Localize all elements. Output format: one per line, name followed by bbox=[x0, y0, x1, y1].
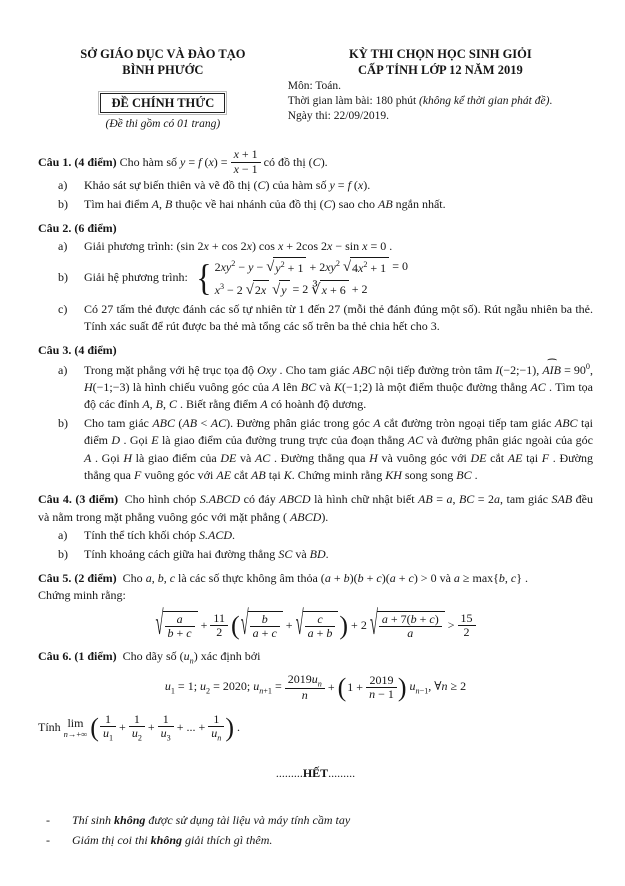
fraction-denominator: a + c bbox=[250, 626, 280, 640]
fraction-numerator: x + 1 bbox=[233, 147, 258, 162]
item-label: a) bbox=[58, 178, 68, 193]
math-fragment: $u_{n-1}$, ∀n ≥ 2 bbox=[409, 679, 467, 696]
question-1-label: Câu 1. (4 điểm) bbox=[38, 154, 117, 169]
item-text: Tính khoảng cách giữa hai đường thẳng SC và BD. bbox=[84, 546, 329, 561]
question-4 bbox=[38, 491, 593, 563]
issuer-block bbox=[38, 46, 288, 132]
paren-content bbox=[347, 674, 397, 702]
issuer-province: BÌNH PHƯỚC bbox=[122, 63, 204, 78]
fraction bbox=[366, 674, 397, 702]
math-fragment: = 0 bbox=[392, 259, 408, 274]
equation-system bbox=[195, 257, 408, 300]
paren-group bbox=[338, 674, 407, 702]
question-5 bbox=[38, 570, 593, 641]
sqrt-radical bbox=[241, 611, 283, 641]
fraction-numerator: $2019u_n$ bbox=[287, 671, 322, 689]
fraction-denominator: $u_n$ bbox=[208, 726, 224, 743]
sqrt-radical bbox=[272, 280, 289, 299]
greater-than-sign: > bbox=[447, 618, 455, 632]
question-6-text: Cho dãy số $(u_n)$ xác định bởi bbox=[122, 648, 261, 666]
question-4-label: Câu 4. (3 điểm) bbox=[38, 492, 119, 507]
fraction-denominator: $u_2$ bbox=[129, 726, 145, 743]
question-2a bbox=[38, 238, 593, 255]
end-marker bbox=[38, 765, 593, 782]
plus-sign: + bbox=[147, 720, 155, 735]
paren-group bbox=[231, 611, 348, 641]
question-6-recurrence-wrap bbox=[38, 673, 593, 703]
question-4-text: Cho hình chóp S.ABCD có đáy ABCD là hình chữ nhật biết AB = a, BC = 2a, tam giác SAB đều và nằm trong mặt phẳng vuông góc với mặt phẳng ( ABCD). bbox=[38, 492, 593, 524]
fraction bbox=[379, 613, 442, 641]
exam-title-line2: CẤP TỈNH LỚP 12 NĂM 2019 bbox=[358, 63, 523, 78]
prove-lead: Chứng minh rằng: bbox=[38, 588, 126, 603]
fraction-denominator: a + b bbox=[305, 626, 336, 640]
document-header bbox=[38, 46, 593, 132]
issuer-name: SỞ GIÁO DỤC VÀ ĐÀO TẠO bbox=[80, 47, 246, 61]
official-exam-box-wrap bbox=[38, 79, 288, 113]
sqrt-radical bbox=[296, 611, 339, 641]
question-2b bbox=[38, 257, 593, 300]
item-text: Trong mặt phẳng với hệ trục tọa độ Oxy . Cho tam giác ABC nội tiếp đường tròn tâm I(−2;−1), ⌢ AIB = $90^0$, H(−1;−3) là hình chiếu vuông góc của A lên BC và K(−1;2) là một điểm thuộc đường thẳng AC . Tìm tọa độ các đỉnh A, B, C . Biết rằng điểm A có hoành độ dương. bbox=[84, 361, 593, 414]
rule-item bbox=[38, 812, 593, 829]
fraction bbox=[458, 612, 476, 640]
question-5-inequality bbox=[155, 611, 475, 641]
plus-coefficient: + 2 bbox=[351, 618, 367, 632]
radicand bbox=[163, 611, 198, 641]
fraction-numerator: √ a bbox=[176, 611, 183, 626]
exam-rules bbox=[38, 812, 593, 849]
fraction-numerator: 2019 bbox=[369, 672, 394, 687]
radicand: √ y bbox=[279, 280, 289, 299]
end-dots-left: ......... bbox=[275, 765, 303, 780]
fraction-denominator: b + c bbox=[165, 626, 195, 640]
question-3 bbox=[38, 342, 593, 484]
question-1-intro bbox=[38, 148, 328, 176]
question-1b bbox=[38, 196, 593, 213]
question-4-intro bbox=[38, 491, 593, 526]
question-1-intro-post: có đồ thị (C). bbox=[263, 154, 328, 169]
rule-dash: - bbox=[46, 813, 50, 828]
question-5-label: Câu 5. (2 điểm) bbox=[38, 570, 117, 585]
math-fragment: + 2 bbox=[351, 282, 368, 297]
question-6-limit bbox=[38, 713, 240, 743]
official-exam-box: ĐỀ CHÍNH THỨC bbox=[100, 93, 225, 113]
lim-word: lim bbox=[67, 716, 84, 731]
rule-text: Giám thị coi thi không giải thích gì thêm. bbox=[72, 832, 273, 847]
fraction-numerator: 1 bbox=[162, 711, 169, 726]
item-label: a) bbox=[58, 528, 68, 543]
exam-title-line1: KỲ THI CHỌN HỌC SINH GIỎI bbox=[348, 47, 532, 61]
paren-content bbox=[241, 611, 339, 641]
fraction-numerator: 1 bbox=[213, 711, 220, 726]
fraction-denominator: x − 1 bbox=[231, 162, 261, 176]
fraction bbox=[285, 673, 325, 703]
plus-sign: + bbox=[285, 618, 293, 632]
fraction bbox=[208, 713, 224, 743]
paren-content bbox=[100, 713, 224, 743]
plus-sign: + bbox=[200, 618, 208, 632]
sqrt-radical bbox=[246, 280, 269, 299]
math-fragment: $u_1 = 1$; $u_2 = 2020$; $u_{n+1}$ = bbox=[164, 679, 282, 696]
item-label: b) bbox=[58, 415, 68, 430]
fraction-denominator: $u_1$ bbox=[100, 726, 116, 743]
limit-lead: Tính bbox=[38, 720, 61, 735]
sqrt-radical bbox=[343, 257, 389, 277]
fraction-numerator: 15 bbox=[460, 610, 473, 625]
fraction-numerator: √ c bbox=[317, 611, 323, 626]
item-label: a) bbox=[58, 239, 68, 254]
question-5-inequality-wrap bbox=[38, 611, 593, 641]
fraction-denominator: 2 bbox=[210, 625, 228, 639]
sqrt-radical bbox=[266, 257, 306, 277]
limit-operator bbox=[64, 717, 88, 739]
question-5-text: Cho a, b, c là các số thực không âm thỏa (a + b)(b + c)(a + c) > 0 và a ≥ max{b, c} . bbox=[122, 570, 529, 585]
end-label: HẾT bbox=[302, 765, 329, 780]
page-count-note: (Đề thi gồm có 01 trang) bbox=[105, 117, 221, 130]
item-text: Khảo sát sự biến thiên và vẽ đồ thị (C) của hàm số y = f (x). bbox=[84, 178, 371, 193]
question-4b bbox=[38, 546, 593, 563]
item-label: b) bbox=[58, 546, 68, 561]
item-text: Giải phương trình: (sin 2x + cos 2x) cos x + 2cos 2x − sin x = 0 . bbox=[84, 239, 393, 254]
system-equation-2 bbox=[215, 280, 368, 299]
fraction-denominator: n bbox=[285, 688, 325, 702]
math-fragment: + $2xy^2$ bbox=[309, 258, 340, 274]
item-text: Có 27 tấm thẻ được đánh các số tự nhiên từ 1 đến 27 (mỗi thẻ đánh đúng một số). Rút ngẫu nhiên ba thẻ. Tính xác suất để rút được ba thẻ mà tổng các số trên ba thẻ chia hết cho 3. bbox=[84, 301, 593, 333]
fraction-numerator: ( 1 bbox=[104, 711, 111, 726]
period: . bbox=[237, 720, 241, 735]
question-2c bbox=[38, 301, 593, 336]
question-1-intro-pre: Cho hàm số y = f (x) = bbox=[119, 154, 228, 169]
fraction-numerator: √ a + 7(b + c) bbox=[381, 611, 439, 626]
fraction-denominator: $u_3$ bbox=[158, 726, 174, 743]
fraction bbox=[129, 713, 145, 743]
fraction-numerator: 11 bbox=[213, 610, 225, 625]
fraction-denominator: n − 1 bbox=[366, 687, 397, 701]
fraction-numerator: √ ( b bbox=[261, 611, 268, 626]
exam-date: Ngày thi: 22/09/2019. bbox=[287, 109, 390, 122]
question-3-label: Câu 3. (4 điểm) bbox=[38, 343, 117, 358]
paren-group bbox=[90, 713, 234, 743]
question-6-label: Câu 6. (1 điểm) bbox=[38, 648, 117, 663]
radicand: √ $y^2 + 1$ bbox=[273, 257, 306, 277]
fraction-denominator: 2 bbox=[458, 625, 476, 639]
exam-duration: Thời gian làm bài: 180 phút (không kể thời gian phát đề). bbox=[287, 94, 553, 107]
item-text: Tìm hai điểm A, B thuộc về hai nhánh của đồ thị (C) sao cho AB ngắn nhất. bbox=[84, 196, 446, 211]
math-fragment: ( 1 + bbox=[347, 680, 364, 695]
question-1a bbox=[38, 177, 593, 194]
item-label: b) bbox=[58, 270, 68, 285]
radicand bbox=[377, 611, 445, 641]
question-1 bbox=[38, 148, 593, 213]
lim-subscript: n→+∞ bbox=[63, 728, 88, 739]
question-6-recurrence bbox=[165, 673, 466, 703]
radicand bbox=[303, 611, 339, 641]
rule-dash: - bbox=[46, 832, 50, 847]
plus-sign: + bbox=[119, 720, 126, 735]
plus-sign: + bbox=[327, 680, 335, 695]
item-label: a) bbox=[58, 362, 68, 377]
fraction bbox=[231, 148, 261, 176]
system-lines bbox=[215, 257, 408, 300]
radicand bbox=[248, 611, 283, 641]
question-3a bbox=[38, 361, 593, 414]
item-text: Cho tam giác ABC (AB < AC). Đường phân giác trong góc A cắt đường tròn ngoại tiếp tam giác ABC tại điểm D . Gọi E là giao điểm của đường trung trực của đoạn thẳng AC và đường phân giác ngoài của góc A . Gọi H là giao điểm của DE và AC . Đường thẳng qua H và vuông góc với DE cắt AE tại F . Đường thẳng qua F vuông góc với AE cắt AB tại K. Chứng minh rằng KH song song BC . bbox=[84, 415, 593, 483]
fraction-numerator: 1 bbox=[133, 711, 140, 726]
system-lead: Giải hệ phương trình: bbox=[84, 270, 188, 285]
exam-title-block bbox=[288, 46, 593, 132]
question-6 bbox=[38, 648, 593, 743]
question-4a bbox=[38, 527, 593, 544]
fraction bbox=[100, 713, 116, 743]
fraction bbox=[165, 613, 195, 641]
fraction bbox=[305, 613, 336, 641]
item-text: Tính thể tích khối chóp S.ACD. bbox=[84, 528, 235, 543]
system-equation-1 bbox=[215, 257, 408, 277]
question-6-intro bbox=[38, 648, 593, 667]
fraction-denominator: a bbox=[379, 626, 442, 640]
cube-root-radical bbox=[311, 280, 348, 299]
sqrt-radical bbox=[370, 611, 445, 641]
fraction bbox=[250, 613, 280, 641]
question-2-label: Câu 2. (6 điểm) bbox=[38, 220, 117, 235]
radicand: √ 2x bbox=[253, 280, 269, 299]
math-fragment: $x^3 - 2$ bbox=[214, 281, 243, 297]
ellipsis-fragment: + ... + bbox=[176, 720, 206, 735]
fraction bbox=[210, 612, 228, 640]
question-5-intro bbox=[38, 570, 593, 587]
item-label: b) bbox=[58, 196, 68, 211]
question-2 bbox=[38, 220, 593, 335]
fraction bbox=[158, 713, 174, 743]
math-fragment: = 2 bbox=[292, 282, 309, 297]
sqrt-radical bbox=[155, 611, 197, 641]
radicand: √ $4x^2 + 1$ bbox=[350, 257, 389, 277]
exam-subject: Môn: Toán. bbox=[287, 79, 342, 92]
item-label: c) bbox=[58, 301, 68, 316]
question-3b bbox=[38, 415, 593, 485]
radicand: ∛ x + 6 bbox=[320, 280, 349, 299]
rule-item bbox=[38, 832, 593, 849]
rule-text: Thí sinh không được sử dụng tài liệu và máy tính cầm tay bbox=[72, 813, 351, 828]
end-dots-right: ......... bbox=[328, 765, 356, 780]
math-fragment: { $2xy^2 - y$ − bbox=[214, 258, 264, 274]
